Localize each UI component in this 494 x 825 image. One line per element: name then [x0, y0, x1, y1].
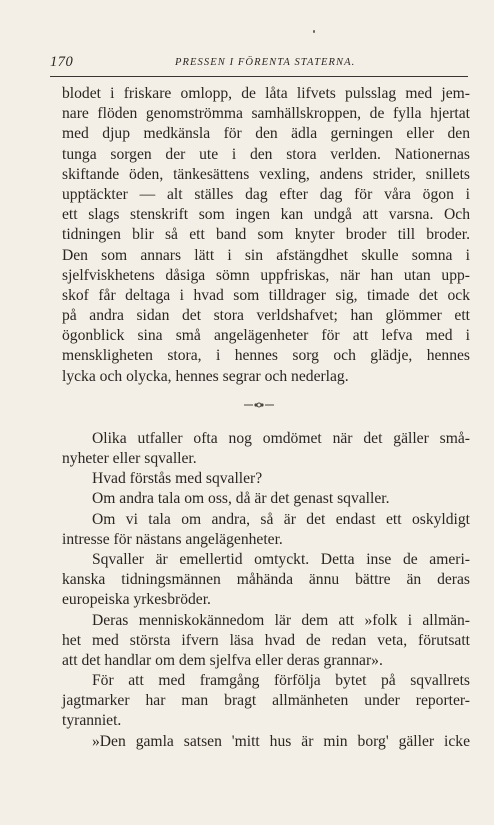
text-line: på andra sidan det stora verldshafvet; han glömmer ett	[62, 307, 470, 325]
text-line: tidningen blir så ett band som knyter broder till broder.	[62, 226, 470, 244]
text-line: Olika utfaller ofta nog omdömet när det gäller små-	[92, 429, 470, 447]
page-number: 170	[50, 54, 74, 70]
text-line: sjelfviskhetens dåsiga sömn uppfriskas, när han utan upp-	[62, 266, 470, 284]
text-line: skiftande öden, tänkesättens vexling, andens strider, snillets	[62, 165, 470, 183]
text-line: ögonblick sina små angelägenheter för att lefva med i	[62, 327, 470, 345]
paragraph-8	[62, 671, 470, 732]
text-line: Om vi tala om andra, så är det endast ett oskyldigt	[92, 510, 470, 528]
text-line: »Den gamla satsen 'mitt hus är min borg' gäller icke	[92, 732, 470, 750]
text-line: Sqvaller är emellertid omtyckt. Detta inse de ameri-	[92, 550, 470, 568]
text-line: upptäckter — alt ställes dag efter dag för våra ögon i	[62, 185, 470, 203]
ink-speck	[313, 30, 315, 33]
text-line: Hvad förstås med sqvaller?	[92, 470, 263, 488]
text-line: lycka och olycka, hennes segrar och nederlag.	[62, 367, 349, 385]
header-rule	[50, 76, 468, 77]
paragraph-9	[62, 732, 470, 752]
text-line: intresse för nästans angelägenheter.	[62, 530, 283, 548]
text-line: Om andra tala om oss, då är det genast sqvaller.	[92, 490, 390, 508]
text-line: kanska tidningsmännen måhända ännu bättre än deras	[62, 571, 470, 589]
text-line: För att med framgång förfölja bytet på sqvallrets	[92, 672, 470, 690]
text-line: jagtmarker har man bragt allmänheten under reporter-	[62, 692, 470, 710]
body-text	[62, 84, 470, 752]
text-line: nyheter eller sqvaller.	[62, 450, 197, 467]
text-line: nare flöden genomströmma samhällskroppen, de fylla hjertat	[62, 105, 470, 123]
text-line: tyranniet.	[62, 712, 122, 730]
text-line: het med största ifvern läsa hvad de redan veta, förutsatt	[62, 631, 470, 649]
text-line: Den som annars lätt i sin afstängdhet skulle somna i	[62, 246, 470, 264]
text-line: europeiska yrkesbröder.	[62, 591, 211, 609]
ornament-icon	[244, 401, 274, 409]
paragraph-2	[62, 429, 470, 469]
paragraph-4	[62, 489, 470, 509]
paragraph-1	[62, 84, 470, 387]
text-line: tunga sorgen der ute i den stora verlden. Nationernas	[62, 145, 470, 163]
paragraph-3	[62, 469, 470, 489]
text-line: att det handlar om dem sjelfva eller deras grannar».	[62, 651, 383, 669]
paragraph-5	[62, 510, 470, 550]
paragraph-6	[62, 550, 470, 611]
paragraph-7	[62, 611, 470, 672]
text-line: skof får deltaga i hvad som tilldrager sig, timade det ock	[62, 286, 470, 304]
text-line: menskligheten stora, i hennes sorg och glädje, hennes	[62, 347, 470, 365]
text-line: Deras menniskokännedom lär dem att »folk i allmän-	[92, 611, 470, 629]
text-line: med djup medkänsla för den ädla gerningen eller den	[62, 125, 470, 143]
text-line: ett slags stenskrift som ingen kan undgå att varsna. Och	[62, 206, 470, 224]
section-ornament	[62, 393, 470, 419]
running-head: PRESSEN I FÖRENTA STATERNA.	[175, 57, 356, 68]
page-header	[50, 54, 464, 74]
text-line: blodet i friskare omlopp, de låta lifvets pulsslag med jem-	[62, 85, 470, 102]
